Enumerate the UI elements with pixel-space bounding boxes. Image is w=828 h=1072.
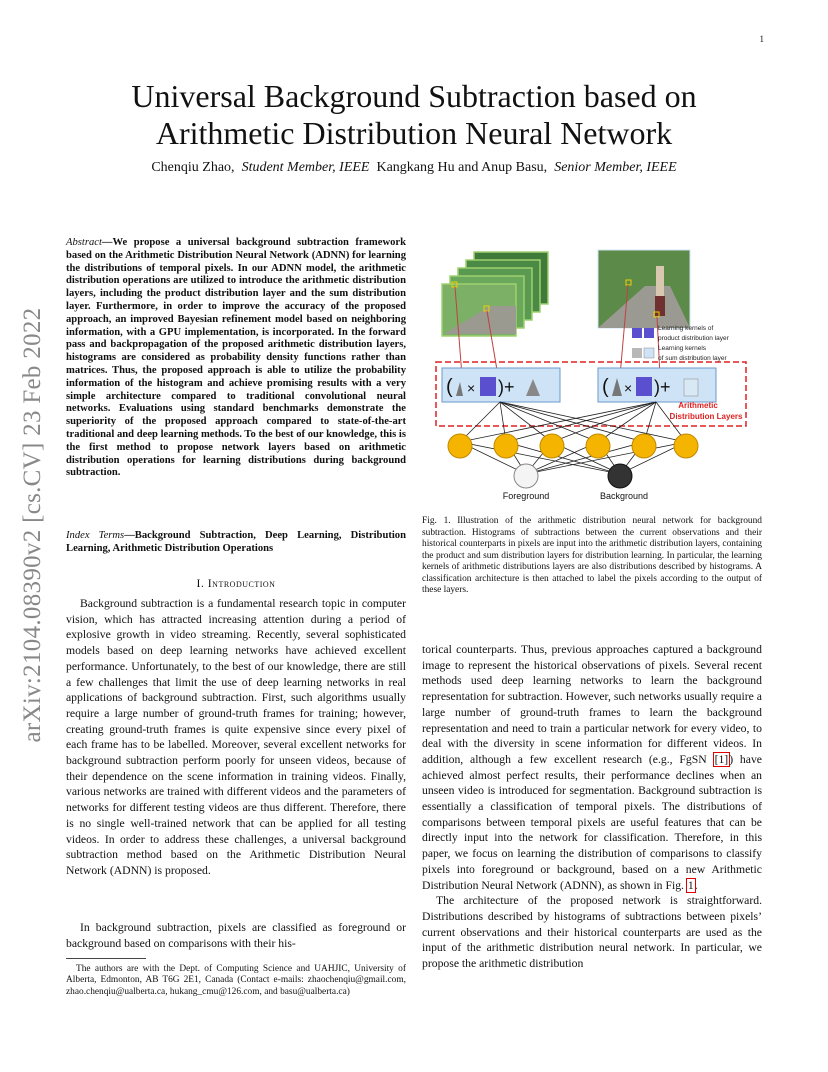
right-paragraph-2: The architecture of the proposed network is straightforward. Distributions described by histograms of subtractions between pixels’ current observations and their historical counterparts are used as the input of the arithmetic distribution neural network. In particular, we propose the arithmetic distribution	[422, 894, 762, 971]
legend-sum-line1: Learning kernels	[658, 345, 707, 352]
times-icon: ×	[467, 380, 476, 396]
neuron	[448, 434, 472, 458]
section-title: I. Introduction	[196, 577, 276, 590]
citation-link[interactable]: [1]	[714, 752, 729, 766]
footnote-rule	[66, 958, 146, 959]
foreground-node	[514, 464, 538, 488]
svg-text:×: ×	[624, 380, 633, 396]
background-node	[608, 464, 632, 488]
intro-paragraph-2-text: In background subtraction, pixels are classified as foreground or background based on comparisons with their his-	[66, 921, 406, 950]
svg-text:(: (	[602, 376, 609, 398]
neuron	[540, 434, 564, 458]
author-2-role: Senior Member, IEEE	[554, 160, 677, 175]
plus-icon: )+	[498, 377, 515, 397]
paper-title: Universal Background Subtraction based on Arithmetic Distribution Neural Network	[131, 78, 697, 151]
figure-link[interactable]: 1	[687, 878, 694, 892]
index-terms	[66, 530, 406, 556]
author-line	[64, 160, 764, 176]
figure-caption: Fig. 1. Illustration of the arithmetic distribution neural network for background subtraction. Histograms of subtractions between the current observations and their historical counterparts in pixels are input into the arithmetic distribution layers, containing the product and sum distribution layers for distribution learning. In particular, the learning kernels of arithmetic distributions layers are also distributions described by histograms. A classification architecture is then attached to label the pixels according to the output of these layers.	[422, 516, 762, 595]
right-paragraph-1	[422, 642, 762, 893]
product-kernel-icon	[480, 377, 496, 396]
index-terms-label: Index Terms	[66, 530, 125, 541]
arxiv-stamp	[20, 290, 46, 760]
legend-product-line2: product distribution layer	[658, 335, 729, 342]
index-terms-text: —Background Subtraction, Deep Learning, Distribution Learning, Arithmetic Distribution Operations	[66, 530, 406, 554]
neuron	[494, 434, 518, 458]
right-p1-part-a: torical counterparts. Thus, previous approaches captured a background image to represent the historical observations of pixels. Several recent methods used deep learning networks to learn the background representation for subtraction. However, such networks usually require a large number of ground-truth frames to learn the background representation and need to train a particular network for every video, to deal with the diversity in scene information for different videos. In addition, although a few excellent research (e.g., FgSN	[422, 643, 762, 766]
background-label: Background	[599, 491, 649, 501]
abstract-label: Abstract	[66, 237, 102, 248]
abstract-text: —We propose a universal background subtraction framework based on the Arithmetic Distribution Neural Network (ADNN) for learning the distributions of temporal pixels. In our ADNN model, the arithmetic distribution operations are utilized to introduce the arithmetic distribution layers, including the product distribution layer and the sum distribution layer. Furthermore, in order to improve the accuracy of the proposed approach, an improved Bayesian refinement model based on neighboring information, with a GPU implementation, is incorporated. In the forward pass and backpropagation of the proposed arithmetic distribution layers, histograms are considered as probability density functions rather than matrices. Thus, the proposed approach is able to utilize the probability information of the histogram and achieve promising results with a very simple architecture compared to traditional convolutional neural networks. Evaluations using standard benchmarks demonstrate the superiority of the proposed approach compared to state-of-the-art traditional and deep learning methods. To the best of our knowledge, this is the first method to propose network layers based on arithmetic distribution operations for learning distributions during background subtraction.	[66, 237, 406, 479]
product-sum-unit-left	[442, 368, 560, 402]
neuron	[674, 434, 698, 458]
foreground-label: Foreground	[502, 491, 550, 501]
author-1: Chenqiu Zhao,	[151, 160, 235, 175]
author-1-role: Student Member, IEEE	[241, 160, 370, 175]
legend-product-line1: Learning kernels of	[658, 325, 714, 332]
abstract	[66, 237, 406, 480]
intro-paragraph-2	[66, 920, 406, 951]
intro-paragraph-1-text: Background subtraction is a fundamental research topic in computer vision, which has attracted increasing attention during a period of explosive growth in video streaming. Recently, several sophisticated models based on deep learning networks have achieved excellent performance. Unfortunately, to the best of our knowledge, there are still a few challenges that limit the use of deep learning networks in real applications of background subtraction. First, such algorithms usually require a large number of ground-truth frames for training; however, creating ground-truth frames is quite expensive since every pixel of each frame has to be labelled. Moreover, several excellent networks for background subtraction perform poorly for unseen videos, because of their dependence on the scene information in training videos. Finally, various networks are trained with different videos and the parameters of networks for different testing videos are thus different. Therefore, there is no single well-trained network that can be applied for all testing videos. In order to address these challenges, a universal background subtraction method based on the Arithmetic Distribution Neural Network (ADNN) is proposed.	[66, 597, 406, 877]
section-heading	[66, 577, 406, 590]
neuron	[586, 434, 610, 458]
right-p1-part-c: .	[694, 878, 698, 892]
right-p1-part-b: ) have achieved almost perfect results, their performance declines when an unseen video is introduced for segmentation. Background subtraction is essentially a classification of temporal pixels. The distributions of comparisons between temporal pixels are useful features that can be directly input into the network for classification. Therefore, in this paper, we focus on learning the distribution of comparisons to classify pixels into foreground or background, based on a new Arithmetic Distribution Neural Network (ADNN), as shown in Fig.	[422, 752, 762, 892]
intro-paragraph-1	[66, 596, 406, 879]
arithmetic-layer-label-1: Arithmetic	[678, 401, 718, 410]
page-number: 1	[759, 34, 764, 44]
arxiv-id: arXiv:2104.08390v2 [cs.CV] 23 Feb 2022	[19, 307, 46, 743]
footnote	[66, 964, 406, 998]
right-column-text	[422, 642, 762, 972]
neuron	[632, 434, 656, 458]
svg-text:)+: )+	[654, 377, 671, 397]
legend-sum-line2: of sum distribution layer	[658, 355, 727, 362]
arithmetic-layer-label-2: Distribution Layers	[669, 412, 743, 421]
product-sum-unit-right	[598, 368, 716, 402]
author-2: Kangkang Hu and Anup Basu,	[376, 160, 548, 175]
footnote-text: The authors are with the Dept. of Computing Science and UAHJIC, University of Alberta, Edmonton, AB T6G 2E1, Canada (Contact e-mails: zhaochenqiu@gmail.com, zhao.chenqiu@ualberta.ca, hukang_cmu@126.com, and basu@ualberta.ca)	[66, 964, 406, 997]
kernel-legend	[632, 325, 730, 362]
paren-left-icon: (	[446, 376, 453, 398]
figure-1-diagram	[430, 246, 760, 508]
frame-stack-right	[598, 250, 690, 328]
